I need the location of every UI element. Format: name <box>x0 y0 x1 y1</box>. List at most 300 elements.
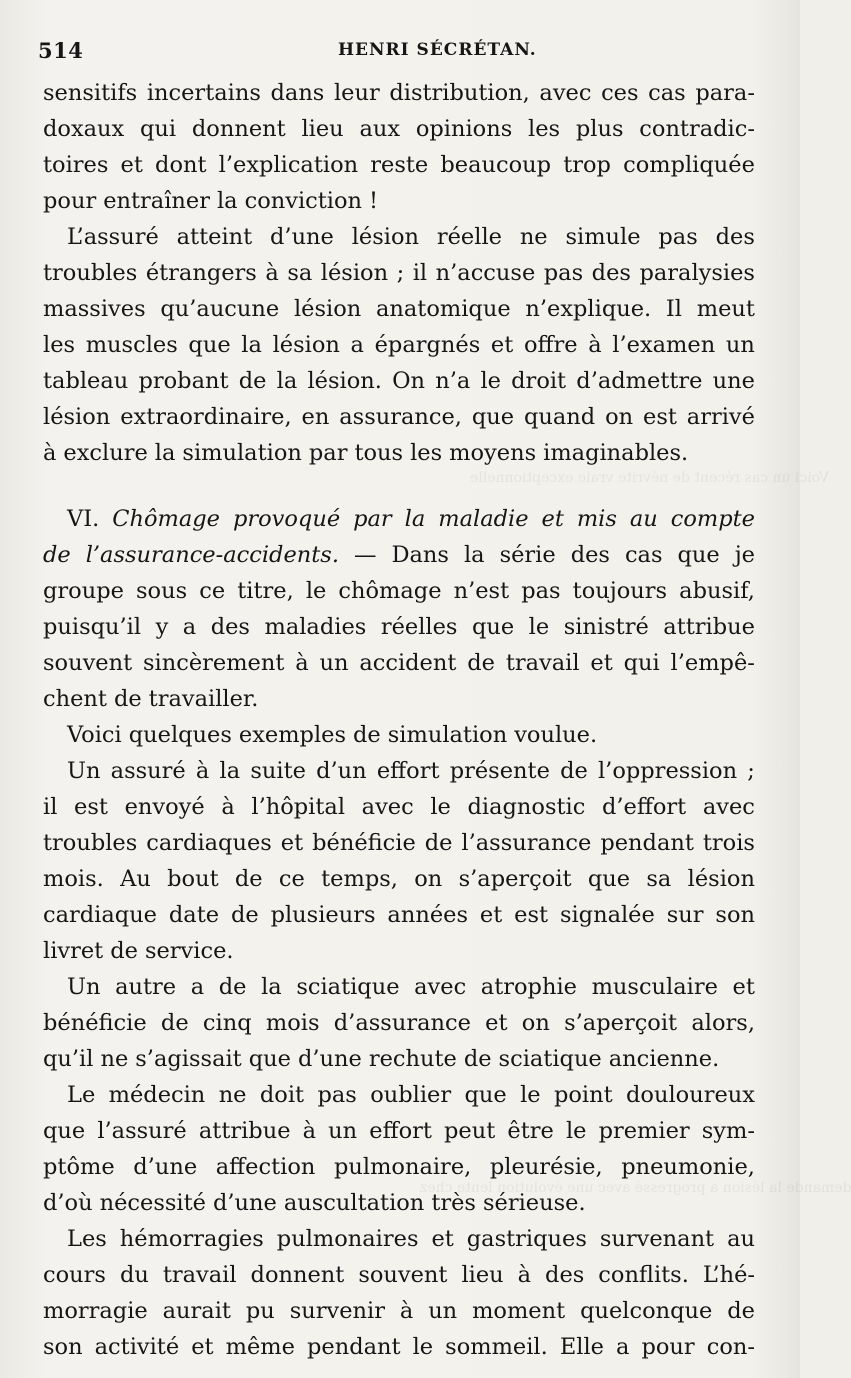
word: n’accuse <box>435 260 536 286</box>
text-line <box>43 219 755 255</box>
text-line <box>43 363 755 399</box>
body-text <box>43 75 755 1365</box>
word: à <box>517 1262 532 1288</box>
paragraph <box>43 1221 755 1365</box>
word: attribue <box>198 1118 291 1144</box>
word: de <box>560 758 588 784</box>
word: de <box>218 974 247 1000</box>
word: distribution, <box>389 80 530 106</box>
word: épargnés <box>374 332 481 358</box>
text-line <box>43 789 755 825</box>
word: donnent <box>191 116 286 142</box>
word: envoyé <box>124 794 205 820</box>
word: Dans <box>391 542 449 568</box>
word: pendant <box>306 1334 401 1360</box>
word: l’examen <box>612 332 716 358</box>
word: l’empê- <box>670 650 755 676</box>
text-line <box>43 825 755 861</box>
word: peut <box>444 1118 496 1144</box>
word: plus <box>575 116 624 142</box>
word: que <box>677 542 720 568</box>
word: aurait <box>162 1298 231 1324</box>
word: sommeil. <box>445 1334 548 1360</box>
word: s’agissait <box>135 1046 242 1072</box>
word: quand <box>523 404 596 430</box>
word: bénéficie <box>312 830 416 856</box>
word: alors, <box>691 1010 755 1036</box>
word: le <box>565 1118 587 1144</box>
word: années <box>387 902 468 928</box>
word: simule <box>565 224 641 250</box>
word: trop <box>563 152 611 178</box>
word: le <box>305 578 327 604</box>
word: para- <box>695 80 755 106</box>
paragraph <box>43 219 755 471</box>
word: donnent <box>250 1262 345 1288</box>
word: meut <box>696 296 755 322</box>
word: médecin <box>108 1082 206 1108</box>
word: que <box>471 614 515 640</box>
word: ancienne. <box>608 1046 720 1072</box>
word: troubles <box>43 260 138 286</box>
word: activité <box>94 1334 180 1360</box>
word: réelles <box>380 614 458 640</box>
page-number: 514 <box>38 38 84 63</box>
word: titre, <box>237 578 294 604</box>
word: il <box>412 260 428 286</box>
word: ne <box>100 1046 129 1072</box>
word: n’a <box>435 368 471 394</box>
word: lieu <box>461 1262 504 1288</box>
word: par <box>308 440 348 466</box>
word: pour <box>641 1334 695 1360</box>
text-line <box>43 1293 755 1329</box>
word: on <box>521 1010 550 1036</box>
word: pas <box>317 1082 357 1108</box>
word: date <box>168 902 220 928</box>
word: paralysies <box>639 260 755 286</box>
word: massives <box>43 296 146 322</box>
word: exclure <box>63 440 148 466</box>
word: ptôme <box>43 1154 115 1180</box>
word: ; <box>396 260 405 286</box>
text-line <box>43 933 755 969</box>
word: offre <box>523 332 578 358</box>
word: un <box>725 332 755 358</box>
word: on <box>605 404 634 430</box>
word: arrivé <box>686 404 755 430</box>
word: en <box>301 404 330 430</box>
text-line <box>43 573 755 609</box>
word: que <box>587 866 631 892</box>
word: cardiaque <box>43 902 157 928</box>
word: leur <box>333 80 380 106</box>
word: VI. <box>67 506 100 532</box>
word: lésion <box>687 866 755 892</box>
text-line <box>43 1257 755 1293</box>
word: s’aperçoit <box>564 1010 678 1036</box>
word: opinions <box>415 116 513 142</box>
word: musculaire <box>591 974 718 1000</box>
word: bénéficie <box>43 1010 147 1036</box>
word: des <box>210 614 250 640</box>
word: la <box>463 542 485 568</box>
word: une <box>712 368 755 394</box>
word: muscles <box>85 332 178 358</box>
word: sincèrement <box>143 650 285 676</box>
word: les <box>528 116 561 142</box>
word: nécessité <box>99 1190 206 1216</box>
word: à <box>295 650 309 676</box>
word: L’assuré <box>67 224 159 250</box>
word: à <box>221 794 235 820</box>
word: groupe <box>43 578 124 604</box>
word: temps, <box>321 866 398 892</box>
word: sciatique <box>296 974 400 1000</box>
word: pas <box>658 224 698 250</box>
word: simulation <box>182 440 302 466</box>
word: est <box>643 404 677 430</box>
paragraph <box>43 717 755 753</box>
word: dans <box>270 80 325 106</box>
text-line <box>43 501 755 537</box>
word: cas <box>648 80 686 106</box>
word: à <box>588 332 602 358</box>
word: dont <box>155 152 207 178</box>
word: et <box>280 830 304 856</box>
word: son <box>43 1334 83 1360</box>
word: de <box>727 1298 755 1324</box>
word: entraîner <box>103 188 210 214</box>
word: contradic- <box>639 116 755 142</box>
word: le <box>520 1082 541 1108</box>
word: quelconque <box>580 1298 713 1324</box>
word: à <box>302 1118 317 1144</box>
word: n’explique. <box>525 296 652 322</box>
show-through-text: Voici un cas récent de névrite vraie exceptionnelle <box>470 470 829 486</box>
word: de <box>43 542 71 568</box>
text-line <box>43 1077 755 1113</box>
word: assuré <box>110 758 186 784</box>
word: série <box>499 542 556 568</box>
word: y <box>155 614 169 640</box>
word: souvent <box>358 1262 448 1288</box>
word: service. <box>144 938 234 964</box>
word: pleurésie, <box>489 1154 603 1180</box>
word: moment <box>472 1298 566 1324</box>
word: simulation <box>387 722 508 748</box>
word: affection <box>215 1154 316 1180</box>
word: et <box>485 1010 508 1036</box>
word: et <box>431 1226 454 1252</box>
word: diagnostic <box>467 794 586 820</box>
word: pulmonaires <box>276 1226 419 1252</box>
word: mis <box>576 506 617 532</box>
word: lésion <box>43 404 111 430</box>
word: il <box>43 794 58 820</box>
word: au <box>727 1226 755 1252</box>
word: des <box>545 1262 585 1288</box>
word: la <box>261 974 282 1000</box>
word: un <box>328 1118 358 1144</box>
word: troubles <box>43 830 138 856</box>
word: incertains <box>146 80 261 106</box>
word: réelle <box>436 224 502 250</box>
word: le <box>528 614 550 640</box>
text-line <box>43 291 755 327</box>
word: de <box>234 866 263 892</box>
word: et <box>120 152 143 178</box>
word: suite <box>250 758 306 784</box>
text-line <box>43 255 755 291</box>
word: sérieuse. <box>482 1190 586 1216</box>
word: pulmonaire, <box>333 1154 472 1180</box>
word: travail <box>505 650 580 676</box>
word: travailler. <box>148 686 259 712</box>
text-line <box>43 681 755 717</box>
text-line <box>43 183 755 219</box>
word: probant <box>138 368 229 394</box>
word: trois <box>702 830 755 856</box>
text-line <box>43 327 755 363</box>
text-line <box>43 1329 755 1365</box>
word: attribue <box>663 614 755 640</box>
word: survenant <box>599 1226 715 1252</box>
word: oublier <box>370 1082 452 1108</box>
text-line <box>43 609 755 645</box>
show-through-text: demande la lésion a progressé avec une évolution lente chez <box>420 1180 851 1196</box>
word: d’une <box>133 1154 198 1180</box>
text-line <box>43 969 755 1005</box>
word: ces <box>601 80 639 106</box>
word: lésion <box>272 332 340 358</box>
word: ne <box>519 224 548 250</box>
word: lieu <box>301 116 344 142</box>
word: conflits. <box>598 1262 689 1288</box>
text-line <box>43 1005 755 1041</box>
word: avec <box>361 794 414 820</box>
word: n’est <box>453 578 510 604</box>
text-line <box>43 1149 755 1185</box>
word: toires <box>43 152 109 178</box>
word: la <box>241 332 262 358</box>
word: d’admettre <box>576 368 703 394</box>
word: compte <box>670 506 755 532</box>
word: Chômage <box>112 506 220 532</box>
word: son <box>715 902 755 928</box>
text-line <box>43 1185 755 1221</box>
word: livret <box>43 938 104 964</box>
word: d’assurance <box>333 1010 471 1036</box>
word: la <box>216 188 238 214</box>
word: Un <box>67 974 101 1000</box>
word: l’explication <box>218 152 359 178</box>
word: doit <box>259 1082 305 1108</box>
word: Voici <box>67 722 122 748</box>
word: — <box>353 542 377 568</box>
word: plusieurs <box>270 902 376 928</box>
word: à <box>399 1298 414 1324</box>
word: on <box>414 866 443 892</box>
word: rechute <box>368 1046 457 1072</box>
word: le <box>412 1334 434 1360</box>
word: Le <box>67 1082 96 1108</box>
word: accident <box>359 650 457 676</box>
word: lésion <box>293 296 362 322</box>
word: sym- <box>701 1118 755 1144</box>
word: effort <box>369 1118 432 1144</box>
word: un <box>428 1298 458 1324</box>
word: tous <box>354 440 404 466</box>
word: doxaux <box>43 116 125 142</box>
word: a <box>190 974 205 1000</box>
word: gastriques <box>466 1226 587 1252</box>
word: la <box>219 758 241 784</box>
section-paragraph <box>43 501 755 717</box>
word: tableau <box>43 368 129 394</box>
word: Elle <box>559 1334 604 1360</box>
word: présente <box>449 758 550 784</box>
word: avec <box>539 80 592 106</box>
word: et <box>191 1334 214 1360</box>
word: mois. <box>43 866 104 892</box>
word: aux <box>359 116 401 142</box>
word: pu <box>245 1298 275 1324</box>
word: mois <box>265 1010 320 1036</box>
word: le <box>480 368 501 394</box>
word: des <box>591 260 631 286</box>
word: que <box>188 332 231 358</box>
paragraph <box>43 75 755 219</box>
text-line <box>43 111 755 147</box>
word: très <box>431 1190 476 1216</box>
word: qu’il <box>43 1046 94 1072</box>
page-header <box>38 38 760 62</box>
word: ! <box>369 188 379 214</box>
word: premier <box>598 1118 690 1144</box>
word: de <box>467 650 495 676</box>
text-line <box>43 861 755 897</box>
word: imaginables. <box>543 440 689 466</box>
word: que <box>464 1082 507 1108</box>
word: Un <box>67 758 101 784</box>
word: et <box>541 506 564 532</box>
word: qui <box>623 650 660 676</box>
word: des <box>570 542 610 568</box>
word: ce <box>278 866 305 892</box>
word: reste <box>370 152 429 178</box>
word: d’une <box>270 224 334 250</box>
word: sciatique <box>498 1046 602 1072</box>
word: travail <box>162 1262 237 1288</box>
text-line <box>43 75 755 111</box>
word: l’assuré <box>97 1118 187 1144</box>
word: extraordinaire, <box>120 404 292 430</box>
word: d’où <box>43 1190 93 1216</box>
word: cours <box>43 1262 106 1288</box>
word: avec <box>414 974 467 1000</box>
text-line <box>43 645 755 681</box>
word: s’aperçoit <box>458 866 572 892</box>
word: exemples <box>238 722 347 748</box>
word: des <box>715 224 755 250</box>
word: lésion <box>320 260 389 286</box>
word: souvent <box>43 650 133 676</box>
word: que <box>471 404 515 430</box>
word: même <box>225 1334 295 1360</box>
word: de <box>424 830 453 856</box>
word: signalée <box>559 902 655 928</box>
word: et <box>590 650 613 676</box>
word: est <box>74 794 108 820</box>
word: hémorragies <box>119 1226 264 1252</box>
text-line <box>43 399 755 435</box>
word: On <box>392 368 426 394</box>
word: maladie <box>438 506 529 532</box>
word: a <box>350 332 364 358</box>
word: beaucoup <box>440 152 552 178</box>
word: sa <box>287 260 313 286</box>
word: avec <box>702 794 755 820</box>
word: effort <box>376 758 440 784</box>
word: de <box>113 686 142 712</box>
word: auscultation <box>283 1190 425 1216</box>
word: je <box>734 542 755 568</box>
running-head: HENRI SÉCRÉTAN. <box>338 40 537 60</box>
word: ; <box>747 758 755 784</box>
text-line <box>43 897 755 933</box>
word: l’assurance-accidents. <box>85 542 339 568</box>
word: a <box>182 614 197 640</box>
word: l’hôpital <box>251 794 346 820</box>
word: les <box>410 440 443 466</box>
word: par <box>353 506 392 532</box>
word: sinistré <box>563 614 649 640</box>
word: morragie <box>43 1298 148 1324</box>
word: d’une <box>297 1046 362 1072</box>
word: d’effort <box>602 794 687 820</box>
word: de <box>463 1046 492 1072</box>
word: conviction <box>244 188 363 214</box>
word: d’un <box>316 758 367 784</box>
text-line <box>43 1041 755 1077</box>
word: pneumonie, <box>621 1154 755 1180</box>
word: d’une <box>212 1190 277 1216</box>
word: est <box>514 902 549 928</box>
word: l’oppression <box>597 758 738 784</box>
word: ce <box>199 578 226 604</box>
word: de <box>238 368 267 394</box>
paragraph <box>43 969 755 1077</box>
word: provoqué <box>232 506 341 532</box>
word: survenir <box>289 1298 385 1324</box>
word: puisqu’il <box>43 614 142 640</box>
word: de <box>110 938 138 964</box>
text-line <box>43 1113 755 1149</box>
text-line <box>43 537 755 573</box>
word: pas <box>521 578 561 604</box>
word: pour <box>43 188 97 214</box>
word: Au <box>120 866 151 892</box>
word: autre <box>115 974 177 1000</box>
word: atteint <box>176 224 253 250</box>
word: voulue. <box>514 722 598 748</box>
word: un <box>319 650 349 676</box>
word: à <box>265 260 279 286</box>
word: point <box>553 1082 613 1108</box>
word: L’hé- <box>702 1262 755 1288</box>
word: du <box>119 1262 149 1288</box>
